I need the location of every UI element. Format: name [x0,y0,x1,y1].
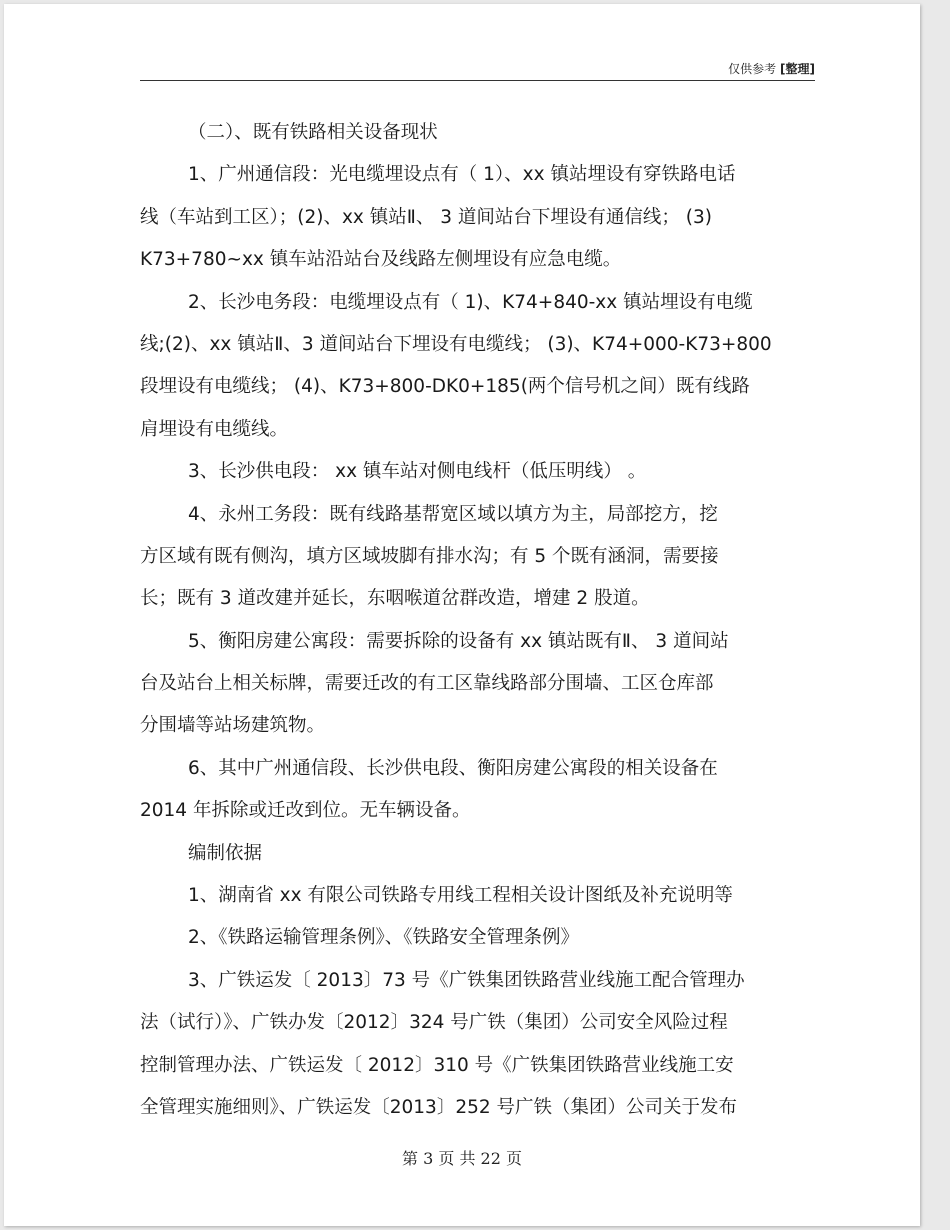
document-page [4,4,920,1226]
text-line: 2014 年拆除或迁改到位。无车辆设备。 [140,800,471,822]
text-line: 方区域有既有侧沟，填方区域坡脚有排水沟；有 5 个既有涵洞，需要接 [140,545,719,567]
text-line: 台及站台上相关标牌，需要迁改的有工区靠线路部分围墙、工区仓库部 [140,673,714,695]
header-text: 仅供参考 [728,62,777,76]
text-line: 2、长沙电务段：电缆埋设点有（ 1)、K74+840-xx 镇站埋设有电缆 [188,291,753,313]
text-line: （二）、既有铁路相关设备现状 [188,122,438,143]
text-line: 肩埋设有电缆线。 [140,418,289,440]
page-header [140,60,815,80]
text-line: 1、广州通信段：光电缆埋设点有（ 1）、xx 镇站埋设有穿铁路电话 [188,164,736,186]
text-line: 5、衡阳房建公寓段：需要拆除的设备有 xx 镇站既有Ⅱ、 3 道间站 [188,630,729,652]
document-body [140,112,820,1129]
text-line: 3、广铁运发〔 2013〕73 号《广铁集团铁路营业线施工配合管理办 [188,969,745,991]
page-footer: 第 3 页 共 22 页 [402,1149,522,1168]
text-line: 段埋设有电缆线； (4)、K73+800-DK0+185(两个信号机之间）既有线路 [140,376,750,398]
text-line: 线（车站到工区）；(2)、xx 镇站Ⅱ、 3 道间站台下埋设有通信线； (3) [140,206,712,228]
text-line: 编制依据 [188,842,263,864]
text-line: 全管理实施细则》、广铁运发〔2013〕252 号广铁（集团）公司关于发布 [140,1096,738,1118]
text-line: 控制管理办法、广铁运发〔 2012〕310 号《广铁集团铁路营业线施工安 [140,1054,734,1076]
text-line: 2、《铁路运输管理条例》、《铁路安全管理条例》 [188,927,580,949]
header-rule [140,80,815,81]
text-line: K73+780~xx 镇车站沿站台及线路左侧埋设有应急电缆。 [140,249,622,271]
header-tag: [整理] [780,62,815,76]
text-line: 3、长沙供电段： xx 镇车站对侧电线杆（低压明线） 。 [188,461,647,483]
text-line: 1、湖南省 xx 有限公司铁路专用线工程相关设计图纸及补充说明等 [188,885,733,907]
text-line: 6、其中广州通信段、长沙供电段、衡阳房建公寓段的相关设备在 [188,757,718,779]
text-line: 长；既有 3 道改建并延长，东咽喉道岔群改造，增建 2 股道。 [140,588,650,610]
text-line: 分围墙等站场建筑物。 [140,715,326,737]
text-line: 线;(2)、xx 镇站Ⅱ、3 道间站台下埋设有电缆线； (3)、K74+000-K73+800 [140,333,772,355]
text-line: 法（试行）》、广铁办发〔2012〕324 号广铁（集团）公司安全风险过程 [140,1012,728,1034]
text-line: 4、永州工务段：既有线路基帮宽区域以填方为主，局部挖方，挖 [188,503,718,525]
